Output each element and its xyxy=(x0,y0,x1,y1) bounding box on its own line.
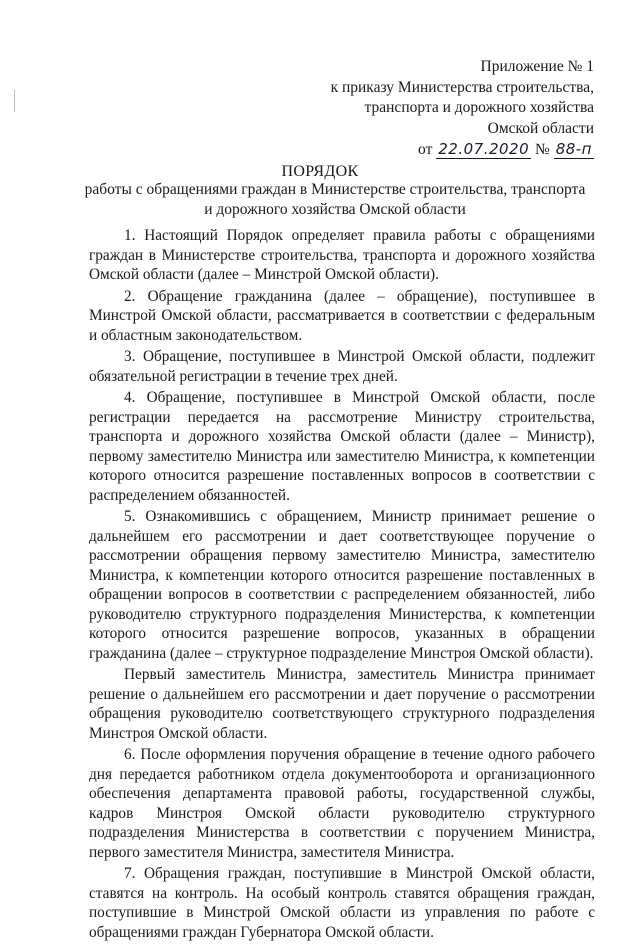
paragraph-2: 2. Обращение гражданина (далее – обращение), поступившее в Минстрой Омской области, рассматривается в соответствии с федеральным и областным законодательством. xyxy=(89,287,595,344)
paragraph-7: 7. Обращения граждан, поступившие в Минстрой Омской области, ставятся на контроль. На особый контроль ставятся обращения граждан, поступившие в Минстрой Омской области из управления по работе с обращениями граждан Губернатора Омской области. xyxy=(89,865,595,941)
paragraph-3: 3. Обращение, поступившее в Минстрой Омской области, подлежит обязательной регистрации в течение трех дней. xyxy=(89,348,595,385)
appendix-order-ref: к приказу Министерства строительства, xyxy=(330,78,594,96)
appendix-header xyxy=(331,57,594,161)
document-body xyxy=(89,226,595,944)
paragraph-4: 4. Обращение, поступившее в Минстрой Омской области, после регистрации передается на рассмотрение Министру строительства, транспорта и дорожного хозяйства Омской области (далее – Министр), первому заместителю Министра или заместителю Министра, к компетенции которого относится разрешение поставленных вопросов в соответствии с распределением обязанностей. xyxy=(89,389,595,504)
scan-margin-mark xyxy=(14,90,15,112)
appendix-ministry-line: транспорта и дорожного хозяйства xyxy=(364,99,594,116)
paragraph-5: 5. Ознакомившись с обращением, Министр принимает решение о дальнейшем его рассмотрении и дает соответствующее поручение о рассмотрении обращения первому заместителю Министра, заместителю Министра, к компетенции которого относится разрешение поставленных в обращении вопросов в соответствии с распределением обязанностей, либо руководителю структурного подразделения Министерства, к компетенции которого относится разрешение вопросов, указанных в обращении гражданина (далее – структурное подразделение Минстроя Омской области). xyxy=(89,508,595,662)
appendix-region-line: Омской области xyxy=(487,119,594,137)
number-prefix: № xyxy=(535,141,550,158)
paragraph-5-continued: Первый заместитель Министра, заместитель Министра принимает решение о дальнейшем его рассмотрении и дает поручение о рассмотрении обращения руководителю соответствующего структурного подразделения Минстроя Омской области. xyxy=(89,666,595,742)
appendix-number: Приложение № 1 xyxy=(480,58,594,75)
paragraph-1: 1. Настоящий Порядок определяет правила работы с обращениями граждан в Министерстве строительства, транспорта и дорожного хозяйства Омской области (далее – Минстрой Омской области). xyxy=(89,227,595,283)
document-title: ПОРЯДОК xyxy=(281,163,359,180)
handwritten-date: 22.07.2020 xyxy=(438,140,530,158)
appendix-date-line xyxy=(331,139,594,161)
date-prefix: от xyxy=(418,141,433,158)
document-subtitle: работы с обращениями граждан в Министерстве строительства, транспорта и дорожного хозяйства Омской области xyxy=(84,181,586,218)
handwritten-number: 88-п xyxy=(555,140,592,158)
paragraph-6: 6. После оформления поручения обращение в течение одного рабочего дня передается работником отдела документооборота и организационного обеспечения департамента правовой работы, государственной службы, кадров Минстроя Омской области руководителю структурного подразделения Министерства в соответствии с поручением Министра, первого заместителя Министра, заместителя Министра. xyxy=(89,746,595,861)
